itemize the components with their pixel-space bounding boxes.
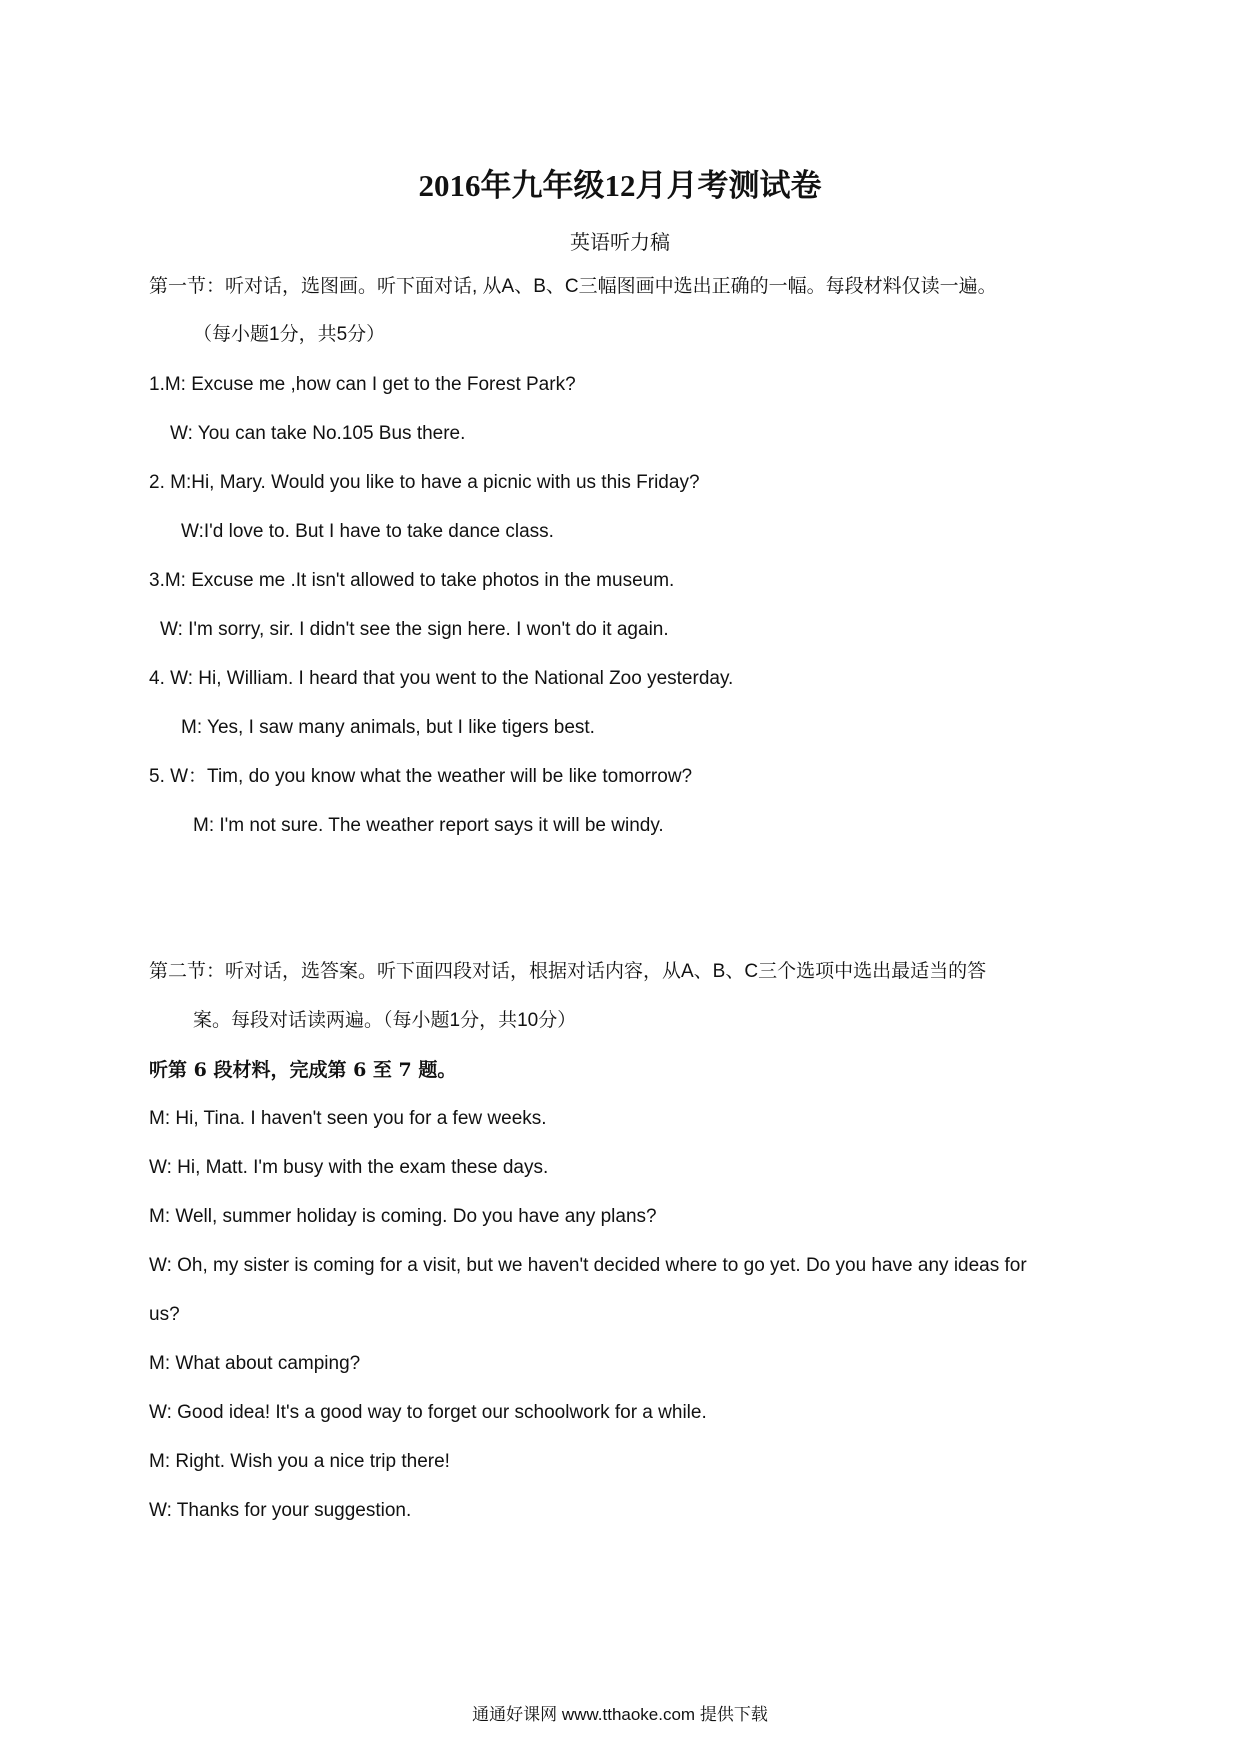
section1-line: 3.M: Excuse me .It isn't allowed to take photos in the museum. [149,570,675,591]
section2-line: W: Hi, Matt. I'm busy with the exam these days. [149,1157,549,1178]
section2-line: W: Good idea! It's a good way to forget our schoolwork for a while. [149,1402,707,1423]
section2-line: M: Well, summer holiday is coming. Do you have any plans? [149,1206,657,1227]
section1-line: 1.M: Excuse me ,how can I get to the Forest Park? [149,374,576,395]
section2-line: W: Thanks for your suggestion. [149,1500,412,1521]
section2-line: W: Oh, my sister is coming for a visit, but we haven't decided where to go yet. Do you have any ideas for [149,1255,1027,1276]
section2-line: M: Right. Wish you a nice trip there! [149,1451,450,1472]
section2-heading: 第二节：听对话，选答案。听下面四段对话，根据对话内容，从A、B、C三个选项中选出最适当的答 [149,961,987,982]
section1-line: 5. W：Tim, do you know what the weather will be like tomorrow? [149,766,693,787]
page-subtitle: 英语听力稿 [570,232,670,254]
section1-line: W:I'd love to. But I have to take dance class. [181,521,554,542]
section2-line: us? [149,1304,180,1325]
section2-line: M: What about camping? [149,1353,361,1374]
page-title: 2016年九年级12月月考测试卷 [418,168,822,203]
section1-line: M: I'm not sure. The weather report says it will be windy. [193,815,664,836]
section1-line: M: Yes, I saw many animals, but I like tigers best. [181,717,595,738]
section2-heading-cont: 案。每段对话读两遍。（每小题1分，共10分） [193,1010,577,1031]
section1-line: W: I'm sorry, sir. I didn't see the sign here. I won't do it again. [160,619,669,640]
section1-line: 2. M:Hi, Mary. Would you like to have a picnic with us this Friday? [149,472,700,493]
section1-line: 4. W: Hi, William. I heard that you went to the National Zoo yesterday. [149,668,734,689]
section1-note: （每小题1分，共5分） [193,324,386,345]
page-footer: 通通好课网 www.tthaoke.com 提供下载 [472,1705,768,1724]
section2-line: M: Hi, Tina. I haven't seen you for a few weeks. [149,1108,547,1129]
section1-heading: 第一节：听对话，选图画。听下面对话, 从A、B、C三幅图画中选出正确的一幅。每段材料仅读一遍。 [149,276,997,297]
section1-line: W: You can take No.105 Bus there. [170,423,466,444]
section2-subheading: 听第 6 段材料，完成第 6 至 7 题。 [149,1059,457,1081]
